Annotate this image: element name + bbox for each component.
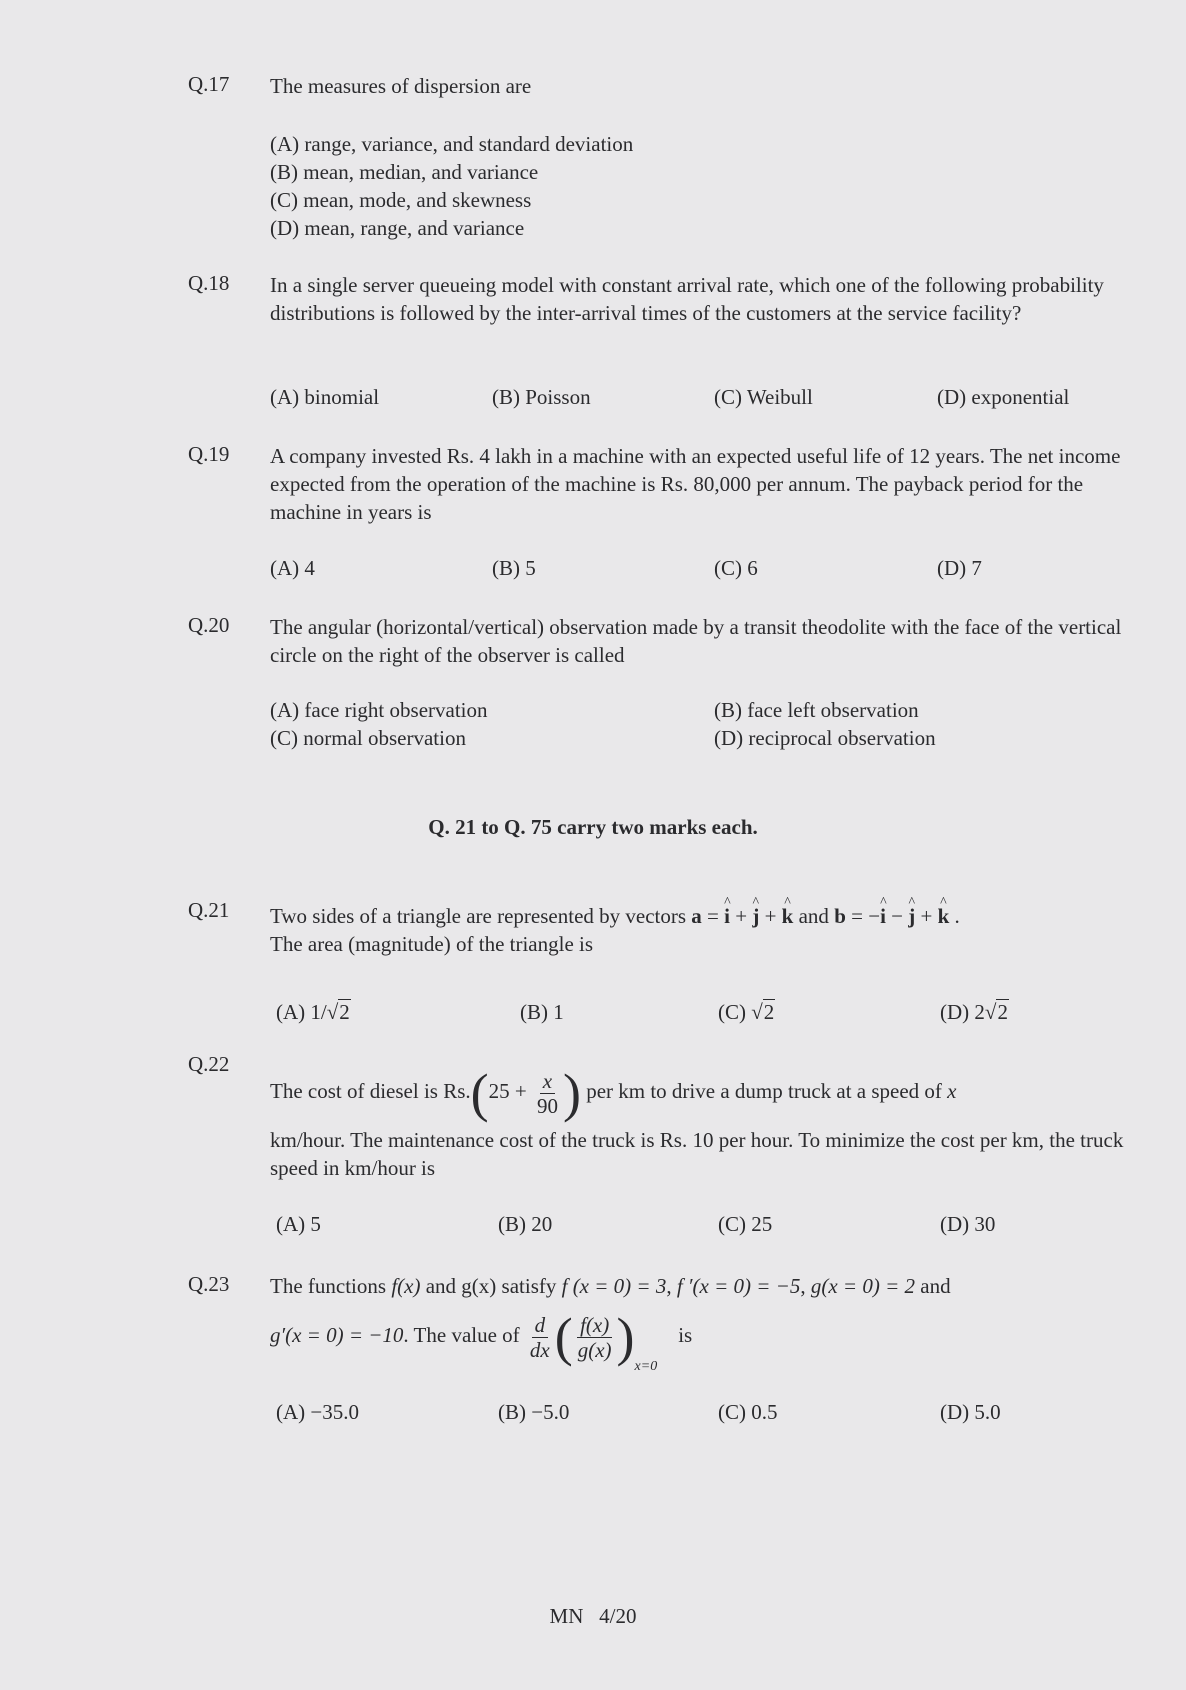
option-c[interactable]: (C) 0.5 xyxy=(718,1400,778,1424)
option-c[interactable]: (C) Weibull xyxy=(714,385,813,409)
question-text: The functions f(x) and g(x) satisfy f (x = 0) = 3, f ′(x = 0) = −5, g(x = 0) = 2 and xyxy=(270,1274,951,1298)
sqrt-symbol: √2 xyxy=(751,1000,775,1024)
option-a[interactable]: (A) 4 xyxy=(270,556,315,580)
question-number: Q.22 xyxy=(188,1052,230,1076)
question-text: The angular (horizontal/vertical) observation made by a transit theodolite with the face of the vertical circle on the right of the observer is called xyxy=(270,615,1122,667)
option-d[interactable]: (D) exponential xyxy=(937,385,1070,409)
option-a[interactable]: (A) 5 xyxy=(276,1212,321,1236)
left-paren: ( xyxy=(554,1307,573,1367)
question-number: Q.18 xyxy=(188,271,230,295)
option-b[interactable]: (B) mean, median, and variance xyxy=(270,160,539,184)
right-paren: ) xyxy=(616,1307,635,1367)
sqrt-symbol: √2 xyxy=(326,1000,350,1024)
option-a[interactable]: (A) −35.0 xyxy=(276,1400,359,1424)
fraction: $\frac{x}{90}$ xyxy=(536,1068,558,1118)
question-number: Q.21 xyxy=(188,898,230,922)
question-text: Two sides of a triangle are represented by vectors a = ^ i + ^ j + ^ k and b = −^ i − ^ j + ^ k . The area (magnitude) of the triangle is xyxy=(270,902,1150,958)
option-c[interactable]: (C) 6 xyxy=(714,556,758,580)
vector-b: b xyxy=(834,904,846,928)
derivative-operator: $\frac{d}{dx}$ xyxy=(529,1312,550,1362)
question-text-continued: km/hour. The maintenance cost of the truck is Rs. 10 per hour. To minimize the cost per km, the truck speed in km/hour is xyxy=(270,1128,1124,1180)
option-a[interactable]: (A) binomial xyxy=(270,385,380,409)
right-paren: ) xyxy=(562,1063,581,1123)
page-footer: MN 4/20 xyxy=(549,1604,637,1628)
question-text: The measures of dispersion are xyxy=(270,74,532,98)
sqrt-symbol: √2 xyxy=(984,1000,1008,1024)
option-c[interactable]: (C) mean, mode, and skewness xyxy=(270,188,532,212)
option-d[interactable]: (D) 7 xyxy=(937,556,982,580)
option-d[interactable]: (D) 2√2 xyxy=(940,1000,1008,1024)
question-number: Q.20 xyxy=(188,613,230,637)
option-d[interactable]: (D) reciprocal observation xyxy=(714,726,936,750)
question-number: Q.17 xyxy=(188,72,230,96)
option-b[interactable]: (B) 20 xyxy=(498,1212,553,1236)
option-a[interactable]: (A) range, variance, and standard deviation xyxy=(270,132,634,156)
option-c[interactable]: (C) 25 xyxy=(718,1212,773,1236)
fraction: $\frac{f(x)}{g(x)}$ xyxy=(577,1312,612,1362)
question-text: A company invested Rs. 4 lakh in a machine with an expected useful life of 12 years. The net income expected from the operation of the machine is Rs. 80,000 per annum. The payback period for the machine in years is xyxy=(270,444,1121,524)
option-a[interactable]: (A) 1/√2 xyxy=(276,1000,350,1024)
left-paren: ( xyxy=(470,1063,489,1123)
option-b[interactable]: (B) face left observation xyxy=(714,698,919,722)
option-b[interactable]: (B) 1 xyxy=(520,1000,564,1024)
question-text-continued: g′(x = 0) = −10. The value of $\frac{d}{dx}$ ( $\frac{f(x)}{g(x)}$ )$_{x=0}$ is xyxy=(270,1307,693,1374)
option-a[interactable]: (A) face right observation xyxy=(270,698,488,722)
question-number: Q.19 xyxy=(188,442,230,466)
vector-a: a xyxy=(691,904,702,928)
section-heading: Q. 21 to Q. 75 carry two marks each. xyxy=(428,815,758,839)
option-b[interactable]: (B) Poisson xyxy=(492,385,591,409)
option-d[interactable]: (D) 30 xyxy=(940,1212,996,1236)
option-d[interactable]: (D) 5.0 xyxy=(940,1400,1001,1424)
option-d[interactable]: (D) mean, range, and variance xyxy=(270,216,525,240)
question-text: The cost of diesel is Rs.(25 + $\frac{x}{90}$ ) per km to drive a dump truck at a speed of x xyxy=(270,1063,957,1123)
question-text: In a single server queueing model with constant arrival rate, which one of the following probability distributions is followed by the inter-arrival times of the customers at the service facility? xyxy=(270,273,1104,325)
options-list xyxy=(270,130,633,242)
option-b[interactable]: (B) −5.0 xyxy=(498,1400,570,1424)
question-number: Q.23 xyxy=(188,1272,230,1296)
option-c[interactable]: (C) normal observation xyxy=(270,726,466,750)
option-b[interactable]: (B) 5 xyxy=(492,556,536,580)
option-c[interactable]: (C) √2 xyxy=(718,1000,775,1024)
